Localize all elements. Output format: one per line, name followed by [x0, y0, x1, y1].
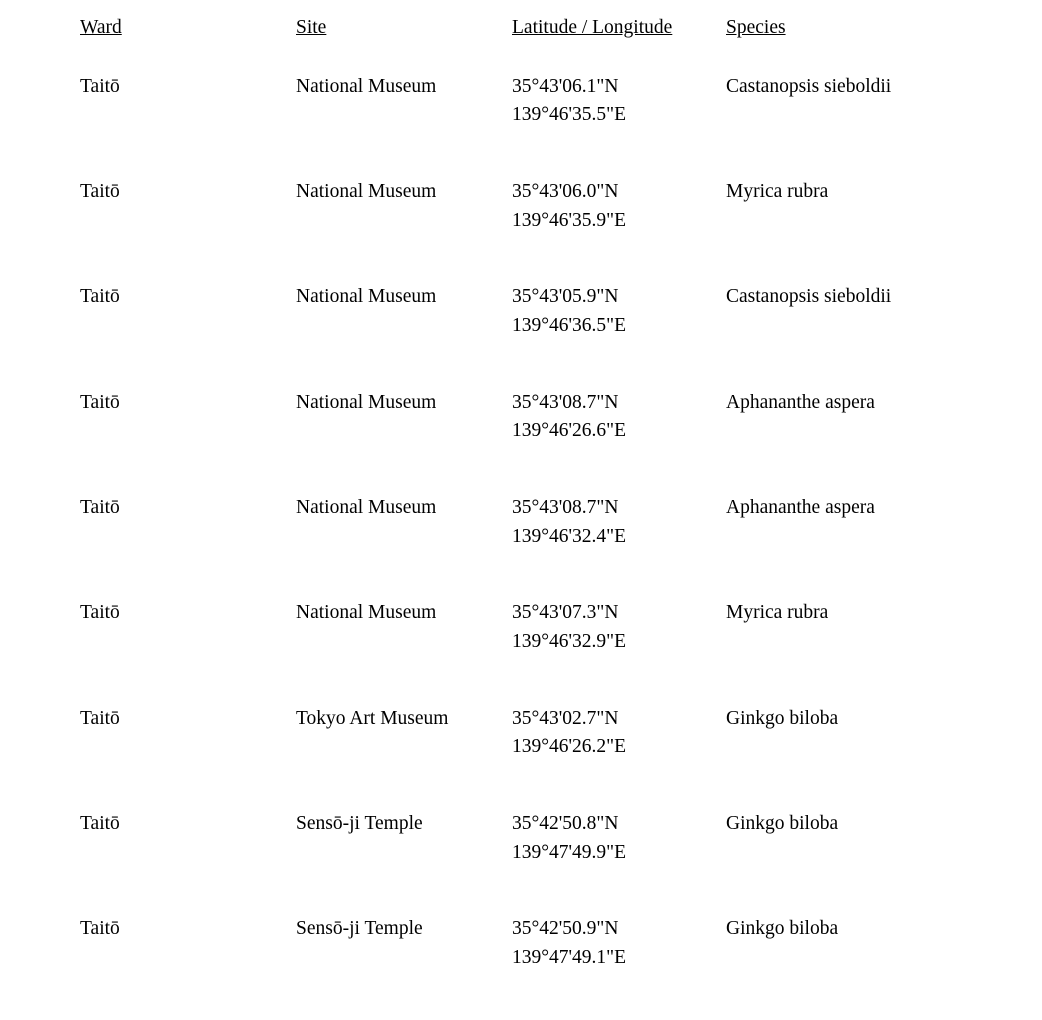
cell-longitude: 139°46'32.9"E [512, 630, 627, 652]
cell-latitude: 35°42'50.8"N [512, 812, 619, 834]
table-row [80, 494, 1006, 599]
cell-latlon [512, 915, 726, 1020]
cell-latlon [512, 705, 726, 810]
cell-longitude: 139°46'26.6"E [512, 420, 627, 442]
column-header-site-label: Site [296, 17, 327, 38]
table-row [80, 599, 1006, 704]
cell-latitude: 35°43'02.7"N [512, 707, 619, 729]
cell-species: Myrica rubra [726, 180, 829, 202]
cell-latlon [512, 73, 726, 178]
cell-species: Castanopsis sieboldii [726, 75, 892, 97]
cell-ward: Taitō [80, 812, 120, 834]
table-row [80, 705, 1006, 810]
column-header-species [726, 14, 1006, 73]
column-header-ward [80, 14, 296, 73]
column-header-latlon-label: Latitude / Longitude [512, 17, 673, 38]
cell-latlon [512, 389, 726, 494]
cell-longitude: 139°46'35.5"E [512, 104, 627, 126]
cell-site: Tokyo Art Museum [296, 707, 449, 729]
cell-ward: Taitō [80, 602, 120, 624]
cell-latlon [512, 283, 726, 388]
cell-longitude: 139°46'36.5"E [512, 314, 627, 336]
cell-latitude: 35°43'06.0"N [512, 180, 619, 202]
cell-longitude: 139°46'35.9"E [512, 209, 627, 231]
cell-species: Castanopsis sieboldii [726, 286, 892, 308]
cell-site: Sensō-ji Temple [296, 918, 423, 940]
cell-species: Ginkgo biloba [726, 707, 839, 729]
cell-site: National Museum [296, 180, 437, 202]
table-row [80, 389, 1006, 494]
cell-ward: Taitō [80, 75, 120, 97]
table-row [80, 283, 1006, 388]
column-header-ward-label: Ward [80, 17, 122, 38]
table-row [80, 178, 1006, 283]
cell-latlon [512, 178, 726, 283]
cell-latitude: 35°43'08.7"N [512, 496, 619, 518]
table-row [80, 810, 1006, 915]
table-row [80, 73, 1006, 178]
cell-longitude: 139°47'49.9"E [512, 841, 627, 863]
cell-ward: Taitō [80, 180, 120, 202]
table-header [80, 14, 1006, 73]
cell-longitude: 139°47'49.1"E [512, 946, 627, 968]
cell-longitude: 139°46'32.4"E [512, 525, 627, 547]
cell-species: Aphananthe aspera [726, 496, 875, 518]
cell-latitude: 35°43'06.1"N [512, 75, 619, 97]
cell-latlon [512, 810, 726, 915]
cell-species: Myrica rubra [726, 602, 829, 624]
cell-latitude: 35°43'07.3"N [512, 602, 619, 624]
cell-ward: Taitō [80, 707, 120, 729]
tree-records-table [80, 14, 1006, 1020]
cell-latlon [512, 494, 726, 599]
cell-ward: Taitō [80, 918, 120, 940]
cell-ward: Taitō [80, 496, 120, 518]
table-header-row [80, 14, 1006, 73]
cell-latitude: 35°43'08.7"N [512, 391, 619, 413]
column-header-site [296, 14, 512, 73]
cell-site: National Museum [296, 602, 437, 624]
cell-site: Sensō-ji Temple [296, 812, 423, 834]
column-header-latlon [512, 14, 726, 73]
table-body [80, 73, 1006, 1020]
cell-species: Ginkgo biloba [726, 918, 839, 940]
cell-ward: Taitō [80, 391, 120, 413]
cell-species: Ginkgo biloba [726, 812, 839, 834]
cell-site: National Museum [296, 496, 437, 518]
cell-longitude: 139°46'26.2"E [512, 736, 627, 758]
cell-site: National Museum [296, 286, 437, 308]
cell-species: Aphananthe aspera [726, 391, 875, 413]
table-row [80, 915, 1006, 1020]
column-header-species-label: Species [726, 17, 786, 38]
cell-latlon [512, 599, 726, 704]
cell-latitude: 35°42'50.9"N [512, 918, 619, 940]
cell-site: National Museum [296, 391, 437, 413]
cell-site: National Museum [296, 75, 437, 97]
cell-latitude: 35°43'05.9"N [512, 286, 619, 308]
cell-ward: Taitō [80, 286, 120, 308]
